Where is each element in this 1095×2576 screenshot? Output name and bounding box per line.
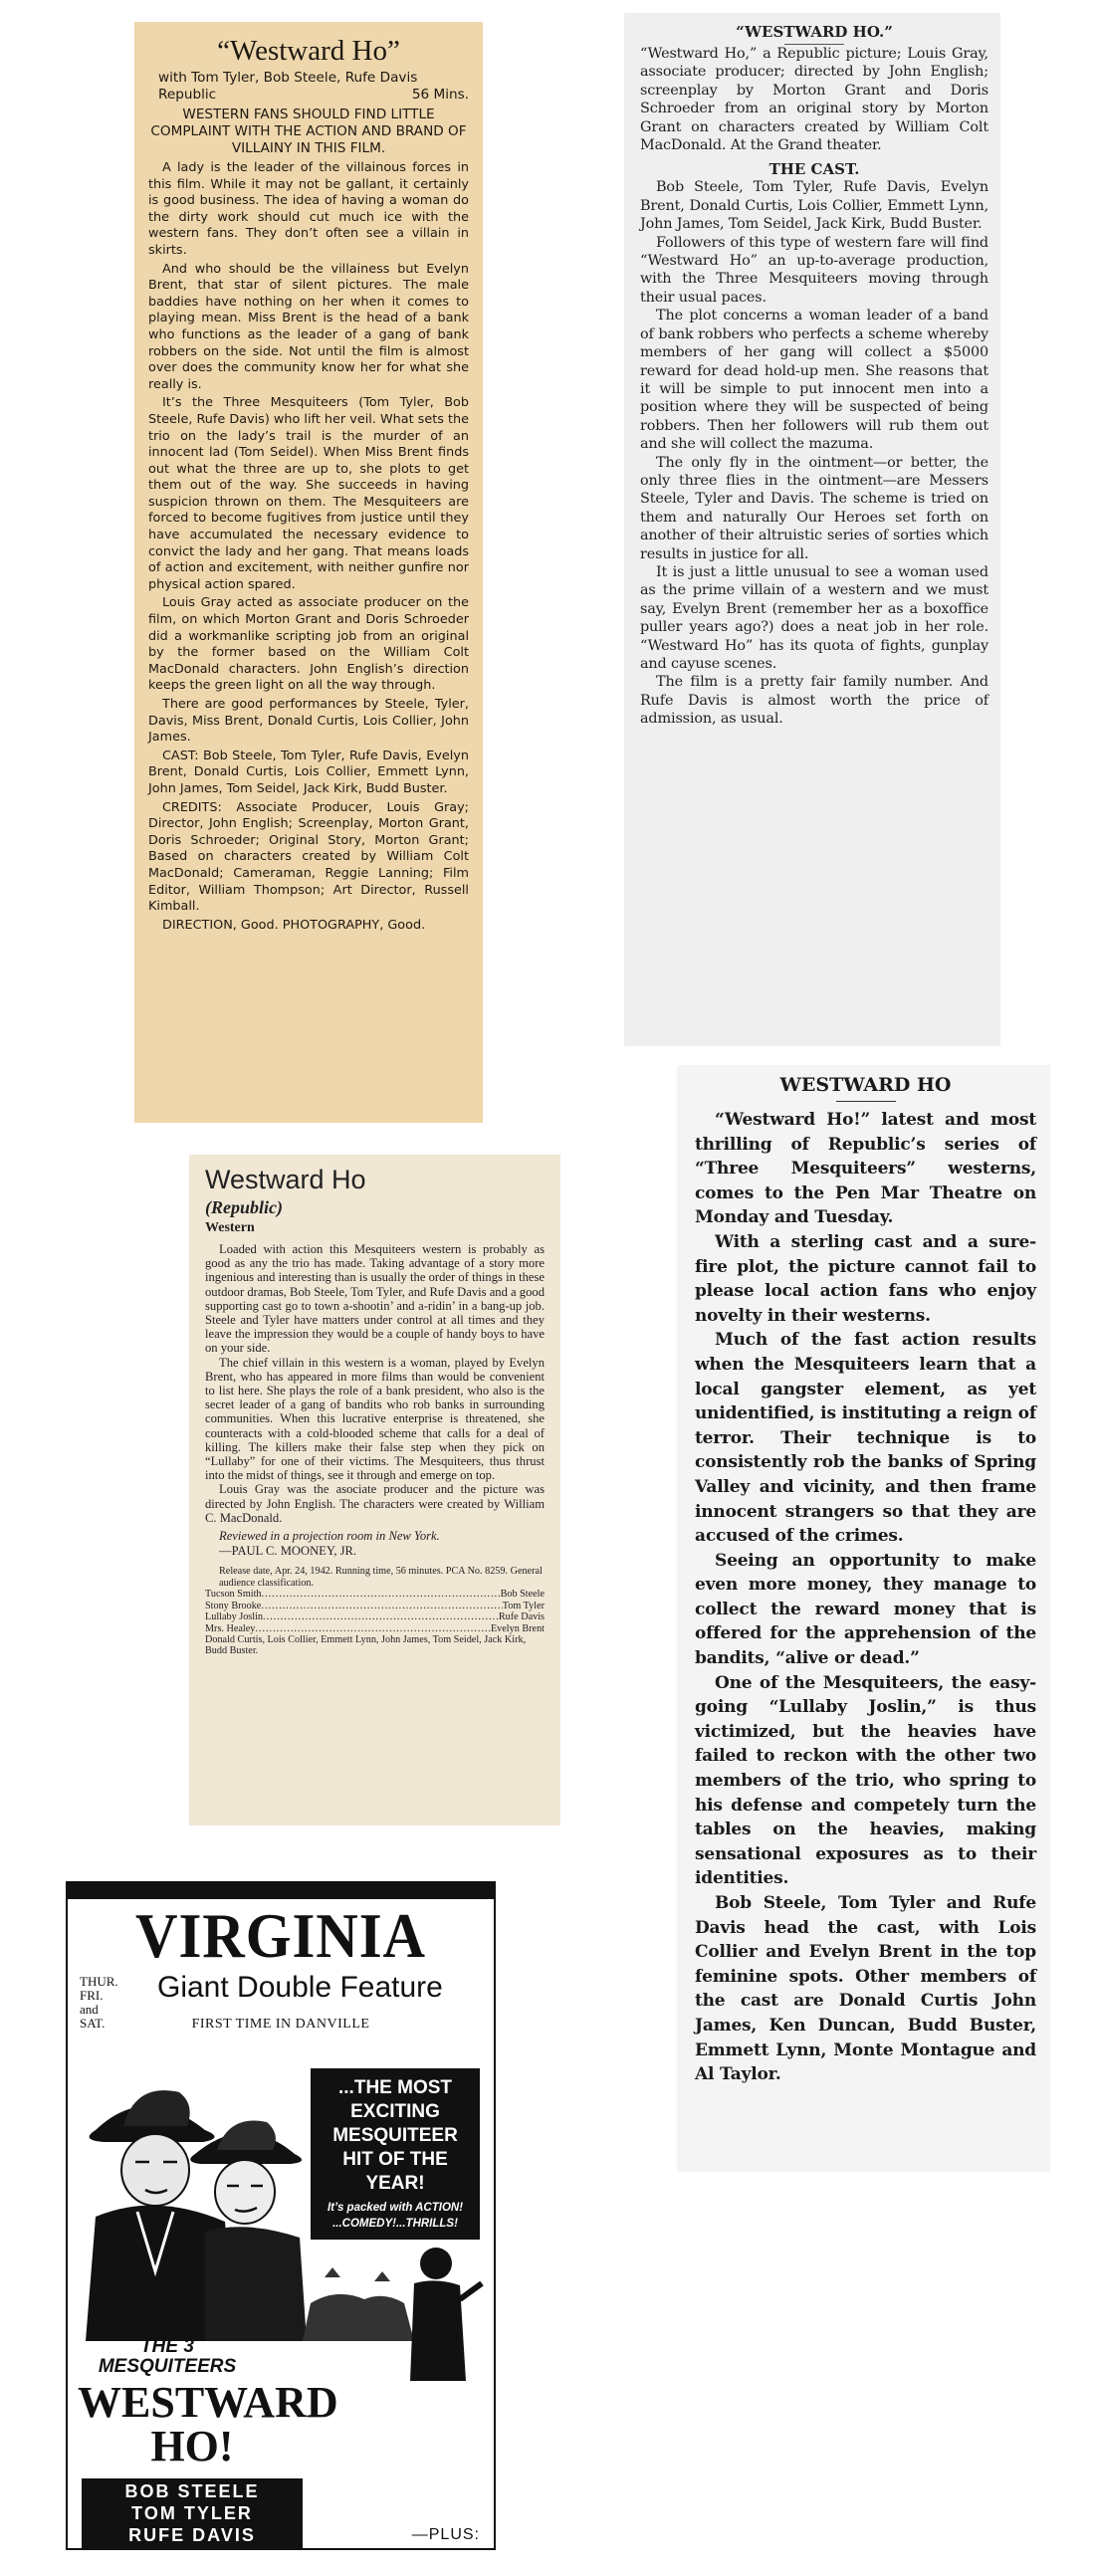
riders-silhouette <box>303 2294 414 2341</box>
review-paragraph: A lady is the leader of the villainous forces in this film. While it may not be gallant, it certainly is good business. The idea of having a woman do the dirty work should cut much ice with the western fans. They don’t often see a villain in skirts. <box>148 160 469 258</box>
review-note <box>205 1529 545 1544</box>
review-title: WESTWARD HO <box>779 1074 952 1096</box>
review-studio: (Republic) <box>205 1197 283 1217</box>
review-intro: “Westward Ho,” a Republic picture; Louis Gray, associate producer; directed by John English; screenplay by Morton Grant and Doris Schroeder from an original story by Morton Grant on characters created by William Colt MacDonald. At the Grand theater. <box>640 46 988 154</box>
cast-row <box>205 1611 545 1622</box>
cast-actor: Evelyn Brent <box>490 1622 545 1634</box>
gunman-figure <box>410 2280 466 2381</box>
plus-label: —PLUS: <box>411 2526 480 2543</box>
title-rule <box>836 1101 896 1102</box>
cast-role: Lullaby Joslin <box>205 1611 264 1623</box>
review-paragraph: It’s the Three Mesquiteers (Tom Tyler, Bob Steele, Rufe Davis) who lift her veil. What sets the trio on the lady’s trail is the murder of an innocent lad (Tom Seidel). When Miss Brent finds out what the three are up to, she plots to get them out of the way. She succeeds in having suspicion thrown on them. The Mesquiteers are forced to become fugitives from justice until they have accumulated the necessary evidence to convict the lady and her gang. That means loads of action and excitement, with neither gunfire nor physical action spared. <box>148 395 469 592</box>
cowboy-body <box>205 2227 307 2341</box>
theatre-ad <box>66 1881 496 2550</box>
cast-row <box>205 1623 545 1634</box>
review-paragraph: Much of the fast action results when the Mesquiteers learn that a local gangster element, as yet unidentified, is instituting a reign of terror. Their technique is to consistently rob the banks of Spring Valley and vicinity, and then frame innocent strangers so that they are accused of the crimes. <box>695 1330 1036 1547</box>
review-paragraph: Louis Gray was the asociate producer and the picture was directed by John English. The characters were created by William C. MacDonald. <box>205 1482 545 1525</box>
star-name: TOM TYLER <box>131 2503 253 2523</box>
review-paragraph: Bob Steele, Tom Tyler and Rufe Davis head the cast, with Lois Collier and Evelyn Brent in the top feminine spots. Other members of the cast are Donald Curtis John James, Ken Duncan, Budd Buster, Emmett Lynn, Monte Montague and Al Taylor. <box>695 1893 1036 2085</box>
review-paragraph: Followers of this type of western fare will find “Westward Ho” an up-to-average production, with the Three Mesquiteers moving through their usual paces. <box>640 234 988 306</box>
stars-box <box>82 2478 303 2548</box>
three-mesquiteers: THE 3 MESQUITEERS <box>98 2336 237 2377</box>
review-paragraph: One of the Mesquiteers, the easy-going “Lullaby Joslin,” is thus victimized, but the heavies have failed to reckon with the other two members of the trio, who spring to his defense and competely turn the tables on the heavies, making sensational exposures as to their identities. <box>695 1672 1036 1889</box>
ad-tagline-small: It’s packed with ACTION! ...COMEDY!...THRILLS! <box>327 2202 464 2230</box>
ad-top-band <box>68 1883 494 1899</box>
first-time-note: FIRST TIME IN DANVILLE <box>191 2017 370 2032</box>
release-info: Release date, Apr. 24, 1942. Running time, 56 minutes. PCA No. 8259. General audience classification. <box>219 1566 543 1589</box>
review-paragraph: Louis Gray acted as associate producer on the film, on which Morton Grant and Doris Schroeder did a workmanlike scripting job from an original by the former based on the William Colt MacDonald characters. John English’s direction keeps the green light on all the way through. <box>148 595 469 694</box>
reviewed-note: Reviewed in a projection room in New York. <box>219 1529 440 1544</box>
show-day: FRI. <box>80 1988 104 2003</box>
review-cast: CAST: Bob Steele, Tom Tyler, Rufe Davis, Evelyn Brent, Donald Curtis, Lois Collier, Emmett Lynn, John James, Tom Seidel, Jack Kirk, Budd Buster. <box>148 748 469 796</box>
star-name: BOB STEELE <box>124 2481 260 2501</box>
review-studio: Republic <box>158 87 217 103</box>
show-day: THUR. <box>80 1974 118 1989</box>
reviewer-byline: —PAUL C. MOONEY, JR. <box>219 1543 357 1558</box>
review-title: “Westward Ho” <box>217 35 400 67</box>
review-paragraph: The film is a pretty fair family number. And Rufe Davis is almost worth the price of admission, as usual. <box>640 674 988 728</box>
review-paragraph: There are good performances by Steele, Tyler, Davis, Miss Brent, Donald Curtis, Lois Collier, John James. <box>148 697 469 746</box>
review-paragraph: Seeing an opportunity to make even more money, they manage to collect the reward money that is offered for the apprehension of the bandits, “alive or dead.” <box>695 1550 1036 1669</box>
cast-rest: Donald Curtis, Lois Collier, Emmett Lynn, John James, Tom Seidel, Jack Kirk, Budd Buster. <box>205 1634 527 1657</box>
cowboy-face <box>215 2160 275 2224</box>
review-paragraph: And who should be the villainess but Evelyn Brent, that star of silent pictures. The male baddies have nothing on her when it comes to playing mean. Miss Brent is the head of a bank who functions as the leader of a gang of bank robbers on the side. Not until the film is almost over does the community know her for what she really is. <box>148 261 469 392</box>
review-cast: Bob Steele, Tom Tyler, Rufe Davis, Evelyn Brent, Donald Curtis, Lois Collier, Emmett Lynn, John James, Tom Seidel, Jack Kirk, Budd Buster. <box>640 179 988 233</box>
ad-tagline: ...THE MOST EXCITING MESQUITEER HIT OF THE YEAR! <box>332 2077 458 2194</box>
review-paragraph: Loaded with action this Mesquiteers western is probably as good as any the trio has made. Taking advantage of a story more ingenious and interesting than is usually the order of things in these outdoor dramas, Bob Steele, Tom Tyler, and Rufe Davis and a good supporting cast go to town a-shootin’ and a-ridin’ in a bang-up job. Steele and Tyler have matters under control at all times and they leave the impression they would be a couple of handy boys to have on your side. <box>205 1242 545 1356</box>
review-clipping-cream <box>189 1155 560 1825</box>
review-paragraph: The only fly in the ointment—or better, the only three flies in the ointment—are Messers Steele, Tyler and Davis. The scheme is tried on them and naturally Our Heroes set forth on another of their altruistic series of sorties which results in justice for all. <box>640 454 988 562</box>
cast-actor: Bob Steele <box>500 1589 545 1601</box>
review-stars-line: with Tom Tyler, Bob Steele, Rufe Davis <box>158 70 418 86</box>
review-paragraph: The plot concerns a woman leader of a band of bank robbers who perfects a scheme whereby members of her gang will collect a $5000 reward for dead hold-up men. She reasons that it will be simple to put innocent men into a position where they will be suspected of being robbers. Then her followers will rub them out and she will collect the mazuma. <box>640 308 988 453</box>
review-clipping-tan <box>134 22 483 1123</box>
review-genre: Western <box>205 1220 255 1235</box>
show-day: SAT. <box>80 2016 106 2031</box>
cast-actor: Rufe Davis <box>498 1611 545 1623</box>
cast-row <box>205 1601 545 1611</box>
cast-role: Stony Brooke <box>205 1600 262 1611</box>
review-lead: WESTERN FANS SHOULD FIND LITTLE COMPLAINT WITH THE ACTION AND BRAND OF VILLAINY IN THIS FILM. <box>150 107 467 156</box>
review-paragraph: “Westward Ho!” latest and most thrilling of Republic’s series of “Three Mesquiteers” westerns, comes to the Pen Mar Theatre on Monday and Tuesday. <box>695 1110 1036 1228</box>
ad-tagline-box <box>311 2068 480 2240</box>
review-clipping-grey <box>624 13 1000 1046</box>
star-name: RUFE DAVIS <box>128 2525 256 2545</box>
film-title: WESTWARD HO! <box>78 2378 338 2470</box>
venue-name: VIRGINIA <box>135 1900 426 1971</box>
revolver <box>183 2232 197 2275</box>
cast-row <box>205 1589 545 1600</box>
show-day: and <box>80 2002 99 2017</box>
review-studio-runtime <box>148 87 469 104</box>
cast-role: Tucson Smith <box>205 1589 262 1601</box>
review-title: Westward Ho <box>205 1165 366 1194</box>
review-ratings: DIRECTION, Good. PHOTOGRAPHY, Good. <box>162 917 426 933</box>
review-title: “WESTWARD HO.” <box>736 23 893 41</box>
review-runtime: 56 Mins. <box>411 87 469 103</box>
cast-heading: THE CAST. <box>768 160 860 179</box>
gunman-head <box>420 2248 452 2279</box>
cast-role: Mrs. Healey <box>205 1622 256 1634</box>
review-clipping-newsprint <box>677 1065 1050 2172</box>
cowboy-face <box>121 2134 189 2206</box>
review-paragraph: The chief villain in this western is a woman, played by Evelyn Brent, who has appeared in more films than would be convenient to list here. She plays the role of a bank president, who also is the secret leader of a gang of bandits who rob banks in surrounding communities. When this lucrative enterprise is threatened, she counteracts with a cold-blooded scheme that calls for a deal of killing. The killers make their false step when they pick on “Lullaby” for one of their victims. The Mesquiteers, thus thrust into the midst of things, see it through and emerge on top. <box>205 1355 545 1483</box>
cast-actor: Tom Tyler <box>502 1600 545 1611</box>
review-paragraph: It is just a little unusual to see a woman used as the prime villain of a western and we must say, Evelyn Brent (remember her as a boxoffice puller years ago?) does a neat job in her role. “Westward Ho” has its quota of fights, gunplay and cayuse scenes. <box>640 563 988 672</box>
review-paragraph: With a sterling cast and a sure-fire plot, the picture cannot fail to please local action fans who enjoy novelty in their westerns. <box>695 1231 1036 1326</box>
feature-heading: Giant Double Feature <box>157 1971 443 2004</box>
review-credits: CREDITS: Associate Producer, Louis Gray; Director, John English; Screenplay, Morton Grant, Doris Schroeder; Original Story, Morton Grant; Based on characters created by William Colt MacDonald; Cameraman, Reggie Lanning; Film Editor, William Thompson; Art Director, Russell Kimball. <box>148 799 469 915</box>
